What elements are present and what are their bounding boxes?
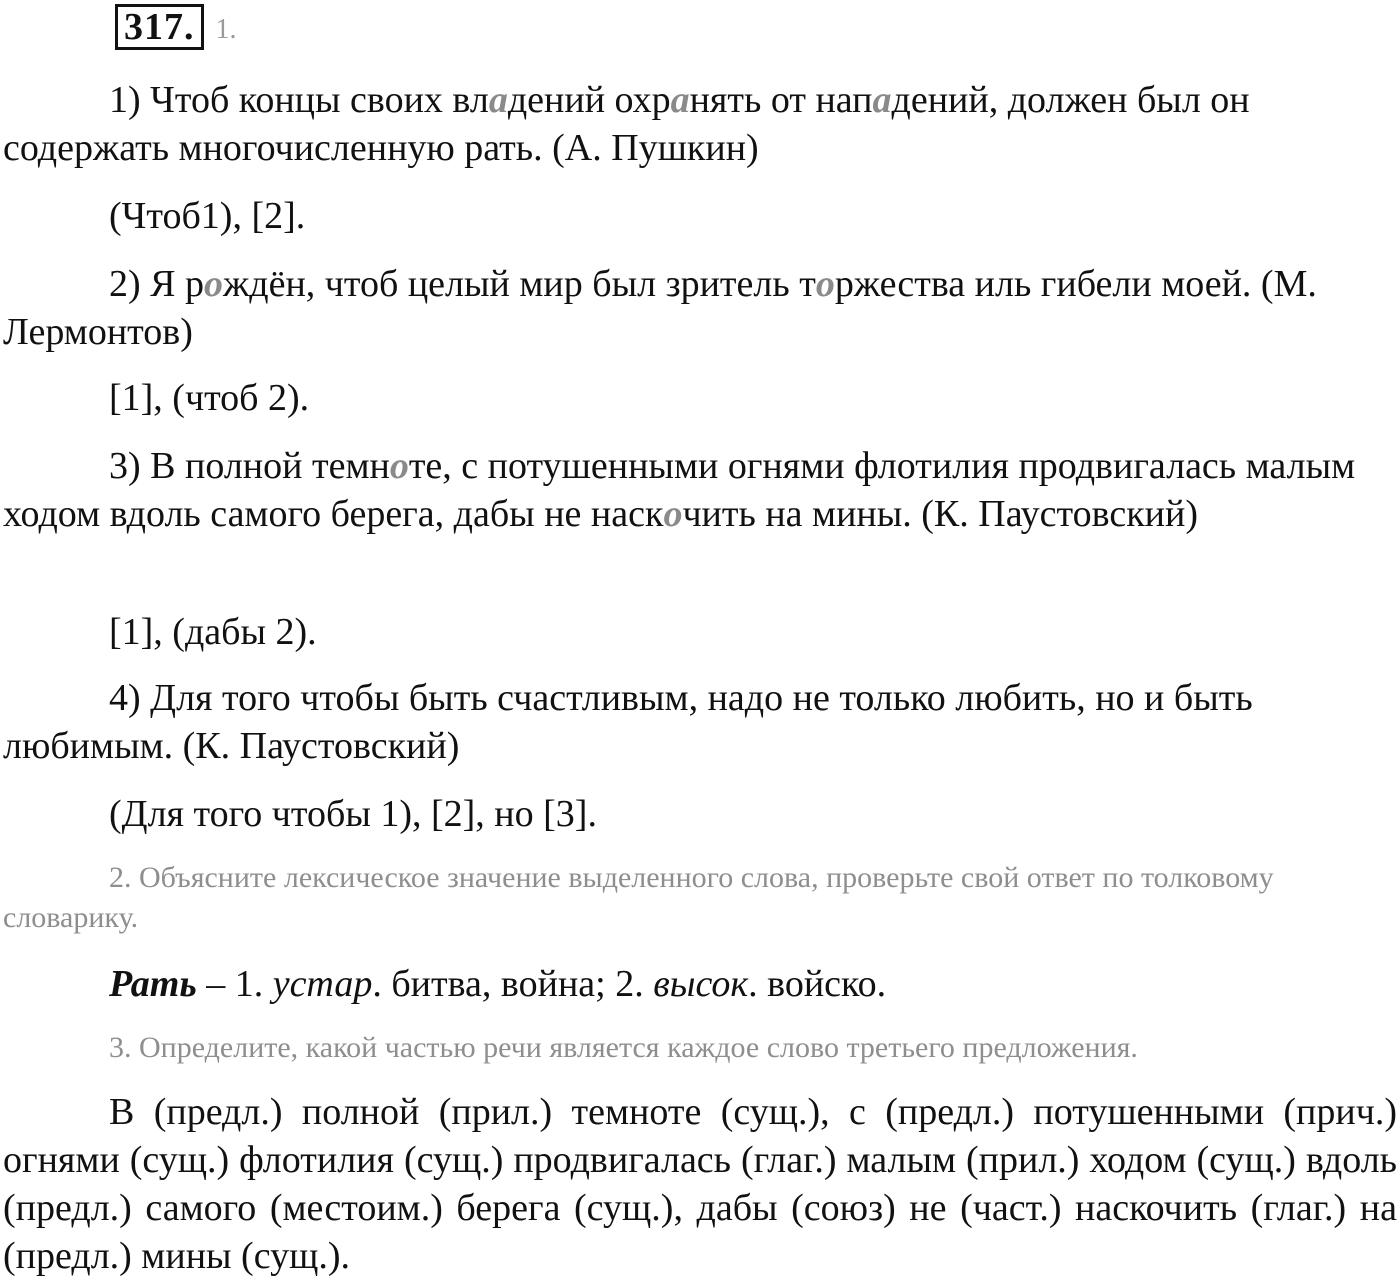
- scheme-2: [1], (чтоб 2).: [109, 377, 310, 419]
- definition: Рать – 1. устар. битва, война; 2. высок. войско.: [109, 963, 887, 1005]
- highlighted-vowel: а: [872, 79, 892, 121]
- task-number: 1.: [215, 14, 237, 45]
- highlighted-vowel: о: [389, 445, 409, 487]
- sentence-4: 4) Для того чтобы быть счастливым, надо не только любить, но и быть любимым. (К. Паустовский): [3, 677, 1253, 767]
- sentence-3: 3) В полной темноте, с потушенными огнями флотилия продвигалась малым ходом вдоль самого берега, дабы не наскочить на мины. (К. Паустовский): [3, 445, 1356, 535]
- scheme-1: (Чтоб1), [2].: [109, 195, 306, 237]
- highlighted-vowel: о: [204, 263, 223, 305]
- highlighted-vowel: а: [488, 79, 508, 121]
- usage-mark: устар: [272, 963, 373, 1005]
- highlighted-vowel: о: [815, 263, 835, 305]
- sentence-1: 1) Чтоб концы своих владений охранять от нападений, должен был он содержать многочисленную рать. (А. Пушкин): [3, 79, 1250, 169]
- sentence-2: 2) Я рождён, чтоб целый мир был зритель торжества иль гибели моей. (М. Лермонтов): [3, 263, 1317, 353]
- usage-mark: высок: [653, 963, 749, 1005]
- scheme-3: [1], (дабы 2).: [109, 611, 317, 653]
- task-3-instruction: 3. Определите, какой частью речи является каждое слово третьего предложения.: [109, 1031, 1138, 1064]
- parts-of-speech-answer: В (предл.) полной (прил.) темноте (сущ.), с (предл.) потушенными (прич.) огнями (сущ.) флотилия (сущ.) продвигалась (глаг.) малым (прил.) ходом (сущ.) вдоль (предл.) самого (местоим.) берега (сущ.), дабы (союз) не (част.) наскочить (глаг.) на (предл.) мины (сущ.).: [3, 1091, 1397, 1277]
- scheme-4: (Для того чтобы 1), [2], но [3].: [109, 793, 597, 835]
- defined-word: Рать: [109, 963, 197, 1005]
- highlighted-vowel: а: [670, 79, 690, 121]
- exercise-number: 317.: [115, 4, 204, 50]
- exercise-header: [115, 4, 237, 50]
- highlighted-vowel: о: [663, 493, 683, 535]
- task-2-instruction: 2. Объясните лексическое значение выделенного слова, проверьте свой ответ по толковому словарику.: [3, 861, 1274, 934]
